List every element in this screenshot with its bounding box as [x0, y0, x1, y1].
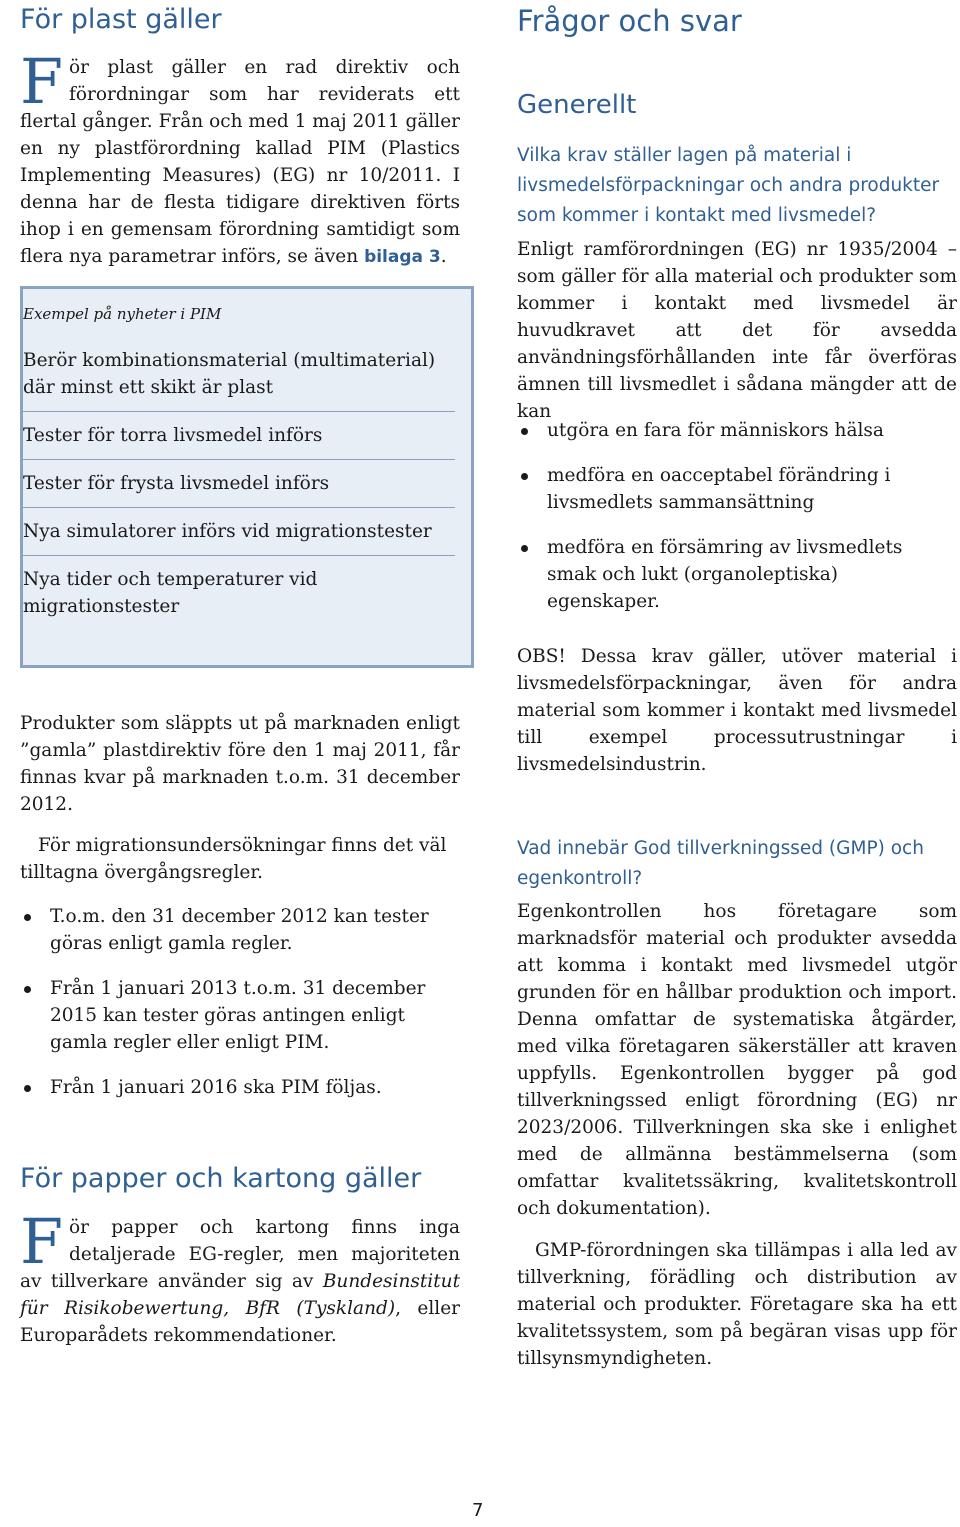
section-title-papper: För papper och kartong gäller [20, 1163, 422, 1194]
right-bullet-list [517, 417, 947, 615]
bullet-icon [24, 914, 31, 921]
list-item [20, 903, 450, 957]
obs-paragraph: OBS! Dessa krav gäller, utöver material i livsmedelsförpackningar, även för andra material som kommer i kontakt med livsmedel till exempel processutrustningar i livsmedelsindustrin. [517, 646, 957, 775]
answer-1: Enligt ramförordningen (EG) nr 1935/2004 – som gäller för alla material och produkter som kommer i kontakt med livsmedel är huvudkravet att det för avsedda användningsförhållanden inte får överföras ämnen till livsmedlet i sådana mängder att de kan [517, 239, 957, 422]
list-item-text: medföra en försämring av livsmedlets smak och lukt (organoleptiska) egenskaper. [547, 537, 903, 612]
bullet-icon [24, 986, 31, 993]
answer-2: Egenkontrollen hos företagare som marknadsför material och produkter avsedda att komma i kontakt med livsmedel utgör grunden för en hållbar produktion och import. Denna omfattar de systematiska åtgärder, med vilka företagaren säkerställer att kraven uppfylls. Egenkontrollen bygger på god tillverkningssed enligt förordning (EG) nr 2023/2006. Tillverkningen ska ske i enlighet med de allmänna bestämmelserna (som omfattar kvalitetssäkring, kvalitetskontroll och dokumentation). [517, 901, 957, 1219]
news-box [20, 286, 474, 668]
intro-paragraph [20, 45, 460, 271]
drop-cap: F [20, 45, 64, 118]
list-item-text: Från 1 januari 2013 t.o.m. 31 december 2015 kan tester göras antingen enligt gamla regler eller enligt PIM. [50, 978, 426, 1053]
paper-paragraph [20, 1205, 460, 1349]
paper-italic: Bundesinstitut für Risikobewertung, BfR (Tyskland) [20, 1271, 460, 1319]
bullet-icon [521, 428, 528, 435]
intro-text: ör plast gäller en rad direktiv och förordningar som har reviderats ett flertal gånger. Från och med 1 maj 2011 gäller en ny plastförordning kallad PIM (Plastics Implementing Measures) (EG) nr 10/2011. I denna har de flesta tidigare direktiven förts ihop i en gemensam förordning samtidigt som flera nya parametrar införs, se även [20, 57, 460, 267]
box-divider [23, 411, 455, 412]
box-divider [23, 459, 455, 460]
page-number: 7 [472, 1500, 484, 1521]
box-divider [23, 555, 455, 556]
bullet-icon [24, 1085, 31, 1092]
list-item [517, 417, 947, 444]
list-item [517, 534, 947, 615]
box-item: Nya tider och temperaturer vid migrationstester [23, 569, 318, 617]
box-item: Tester för frysta livsmedel införs [23, 473, 330, 494]
faq-subtitle: Generellt [517, 90, 637, 120]
answer-3: GMP-förordningen ska tillämpas i alla led av tillverkning, förädling och distribution av material och produkter. Företagare ska ha ett kvalitetssystem, som på begäran visas upp för tillsynsmyndigheten. [517, 1240, 957, 1369]
paper-end: , eller Europarådets rekommendationer. [20, 1298, 460, 1346]
box-title: Exempel på nyheter i PIM [23, 305, 222, 323]
faq-title: Frågor och svar [517, 4, 742, 38]
intro-end: . [440, 246, 447, 267]
bullet-icon [521, 545, 528, 552]
list-item-text: T.o.m. den 31 december 2012 kan tester göras enligt gamla regler. [50, 906, 429, 954]
box-item: Nya simulatorer införs vid migrationstester [23, 521, 432, 542]
transition-paragraph: Produkter som släppts ut på marknaden enligt ”gamla” plastdirektiv före den 1 maj 2011, får finnas kvar på marknaden t.o.m. 31 december 2012. [20, 713, 460, 815]
migration-paragraph: För migrationsundersökningar finns det väl tilltagna övergångsregler. [20, 835, 447, 883]
bullet-icon [521, 473, 528, 480]
question-2: Vad innebär God tillverkningssed (GMP) och egenkontroll? [517, 838, 924, 889]
question-1: Vilka krav ställer lagen på material i livsmedelsförpackningar och andra produkter som kommer i kontakt med livsmedel? [517, 145, 940, 226]
list-item [20, 1074, 450, 1101]
box-item: Berör kombinationsmaterial (multimaterial) där minst ett skikt är plast [23, 350, 436, 398]
box-item: Tester för torra livsmedel införs [23, 425, 323, 446]
paper-text: ör papper och kartong finns inga detaljerade EG-regler, men majoriteten av tillverkare använder sig av [20, 1217, 460, 1292]
list-item-text: Från 1 januari 2016 ska PIM följas. [50, 1077, 382, 1098]
box-divider [23, 507, 455, 508]
list-item-text: utgöra en fara för människors hälsa [547, 420, 884, 441]
list-item-text: medföra en oacceptabel förändring i livsmedlets sammansättning [547, 465, 891, 513]
bilaga-link[interactable]: bilaga 3 [364, 247, 441, 267]
list-item [20, 975, 450, 1056]
drop-cap: F [20, 1205, 64, 1278]
section-title-plast: För plast gäller [20, 4, 222, 35]
left-bullet-list [20, 903, 450, 1101]
list-item [517, 462, 947, 516]
